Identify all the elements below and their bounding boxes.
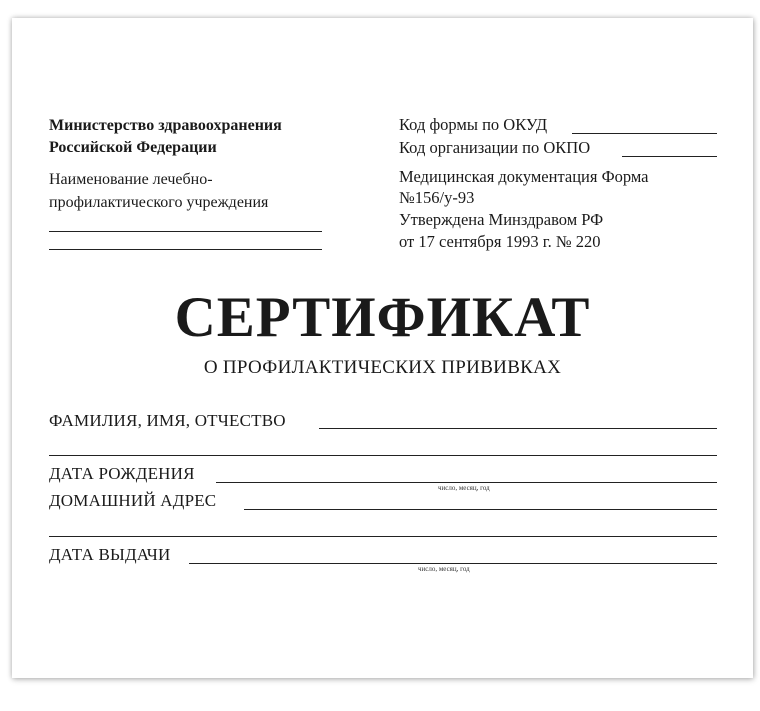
institution-label-line2: профилактического учреждения [49,194,269,211]
issue-date-line[interactable] [189,563,717,564]
okud-code-line[interactable] [572,133,717,134]
okud-code-label: Код формы по ОКУД [399,115,548,134]
issue-date-hint: число, месяц, год [418,565,470,573]
certificate-title: СЕРТИФИКАТ [174,286,591,349]
approved-line1: Утверждена Минздравом РФ [399,210,604,229]
home-address-line-2[interactable] [49,536,717,537]
institution-name-line-1[interactable] [49,231,322,232]
doc-form-line2: №156/у-93 [399,188,475,207]
home-address-line-1[interactable] [244,509,717,510]
institution-name-line-2[interactable] [49,249,322,250]
birth-date-hint: число, месяц, год [438,484,490,492]
doc-form-line1: Медицинская документация Форма [399,167,649,186]
certificate-subtitle: О ПРОФИЛАКТИЧЕСКИХ ПРИВИВКАХ [203,357,562,378]
birth-date-label: ДАТА РОЖДЕНИЯ [49,464,195,483]
okpo-code-label: Код организации по ОКПО [399,138,591,157]
okpo-code-line[interactable] [622,156,717,157]
issue-date-label: ДАТА ВЫДАЧИ [49,545,171,564]
ministry-name-line2: Российской Федерации [49,139,217,156]
full-name-label: ФАМИЛИЯ, ИМЯ, ОТЧЕСТВО [49,411,286,430]
institution-label-line1: Наименование лечебно- [49,171,213,188]
home-address-label: ДОМАШНИЙ АДРЕС [49,491,217,510]
certificate-sheet [12,18,753,678]
full-name-line-1[interactable] [319,428,717,429]
approved-line2: от 17 сентября 1993 г. № 220 [399,232,601,251]
full-name-line-2[interactable] [49,455,717,456]
birth-date-line[interactable] [216,482,717,483]
ministry-name-line1: Министерство здравоохранения [49,117,282,134]
